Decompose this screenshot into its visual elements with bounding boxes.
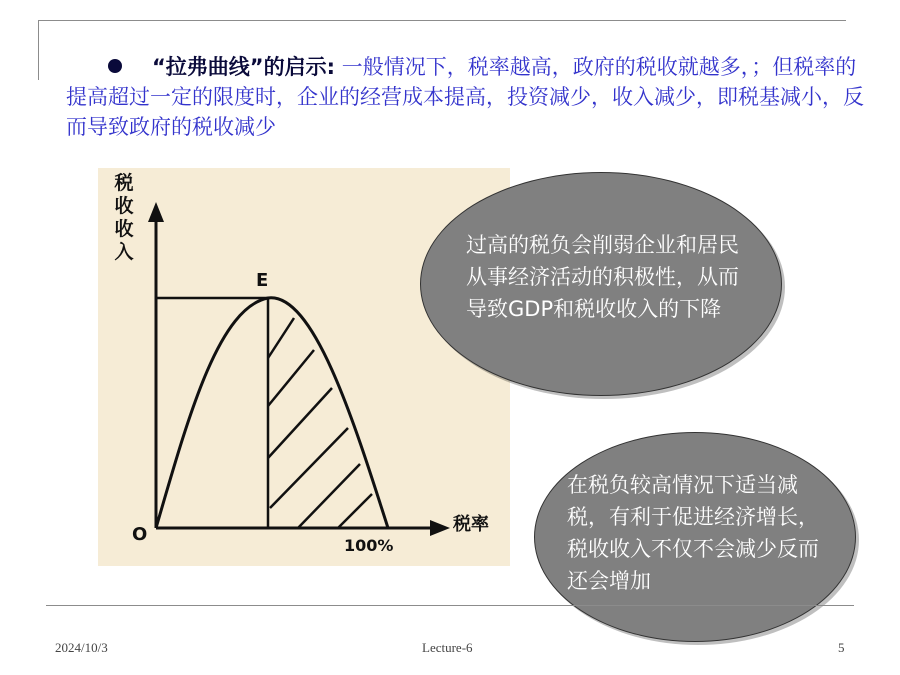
callout-text-tax-cut: 在税负较高情况下适当减税，有利于促进经济增长，税收收入不仅不会减少反而还会增加 — [567, 473, 819, 593]
origin-label: O — [132, 524, 148, 545]
heading-title: “拉弗曲线”的启示: — [152, 55, 336, 79]
top-rule — [38, 20, 846, 21]
footer-page-number: 5 — [838, 640, 845, 655]
peak-label: E — [256, 270, 269, 291]
callout-text-high-tax: 过高的税负会削弱企业和居民从事经济活动的积极性，从而导致GDP和税收收入的下降 — [466, 233, 739, 321]
y-axis-label: 税收收入 — [114, 172, 134, 263]
bottom-rule — [46, 605, 854, 606]
left-rule — [38, 20, 39, 80]
footer-date: 2024/10/3 — [55, 640, 108, 655]
hatch-lines — [268, 318, 372, 528]
x-axis-label: 税率 — [453, 514, 489, 535]
laffer-curve — [156, 298, 388, 528]
callout-bubble-high-tax — [420, 172, 782, 396]
bullet-icon — [108, 59, 122, 73]
y-axis-arrow — [148, 202, 164, 222]
heading — [66, 52, 874, 142]
max-rate-label: 100% — [344, 536, 394, 555]
heading-body: 一般情况下，税率越高，政府的税收就越多，；但税率的提高超过一定的限度时，企业的经营成本提高，投资减少，收入减少，即税基减小，反而导致政府的税收减少 — [66, 55, 864, 139]
callout-bubble-tax-cut — [534, 432, 856, 642]
footer-lecture: Lecture-6 — [422, 640, 473, 655]
x-axis-arrow — [430, 520, 450, 536]
